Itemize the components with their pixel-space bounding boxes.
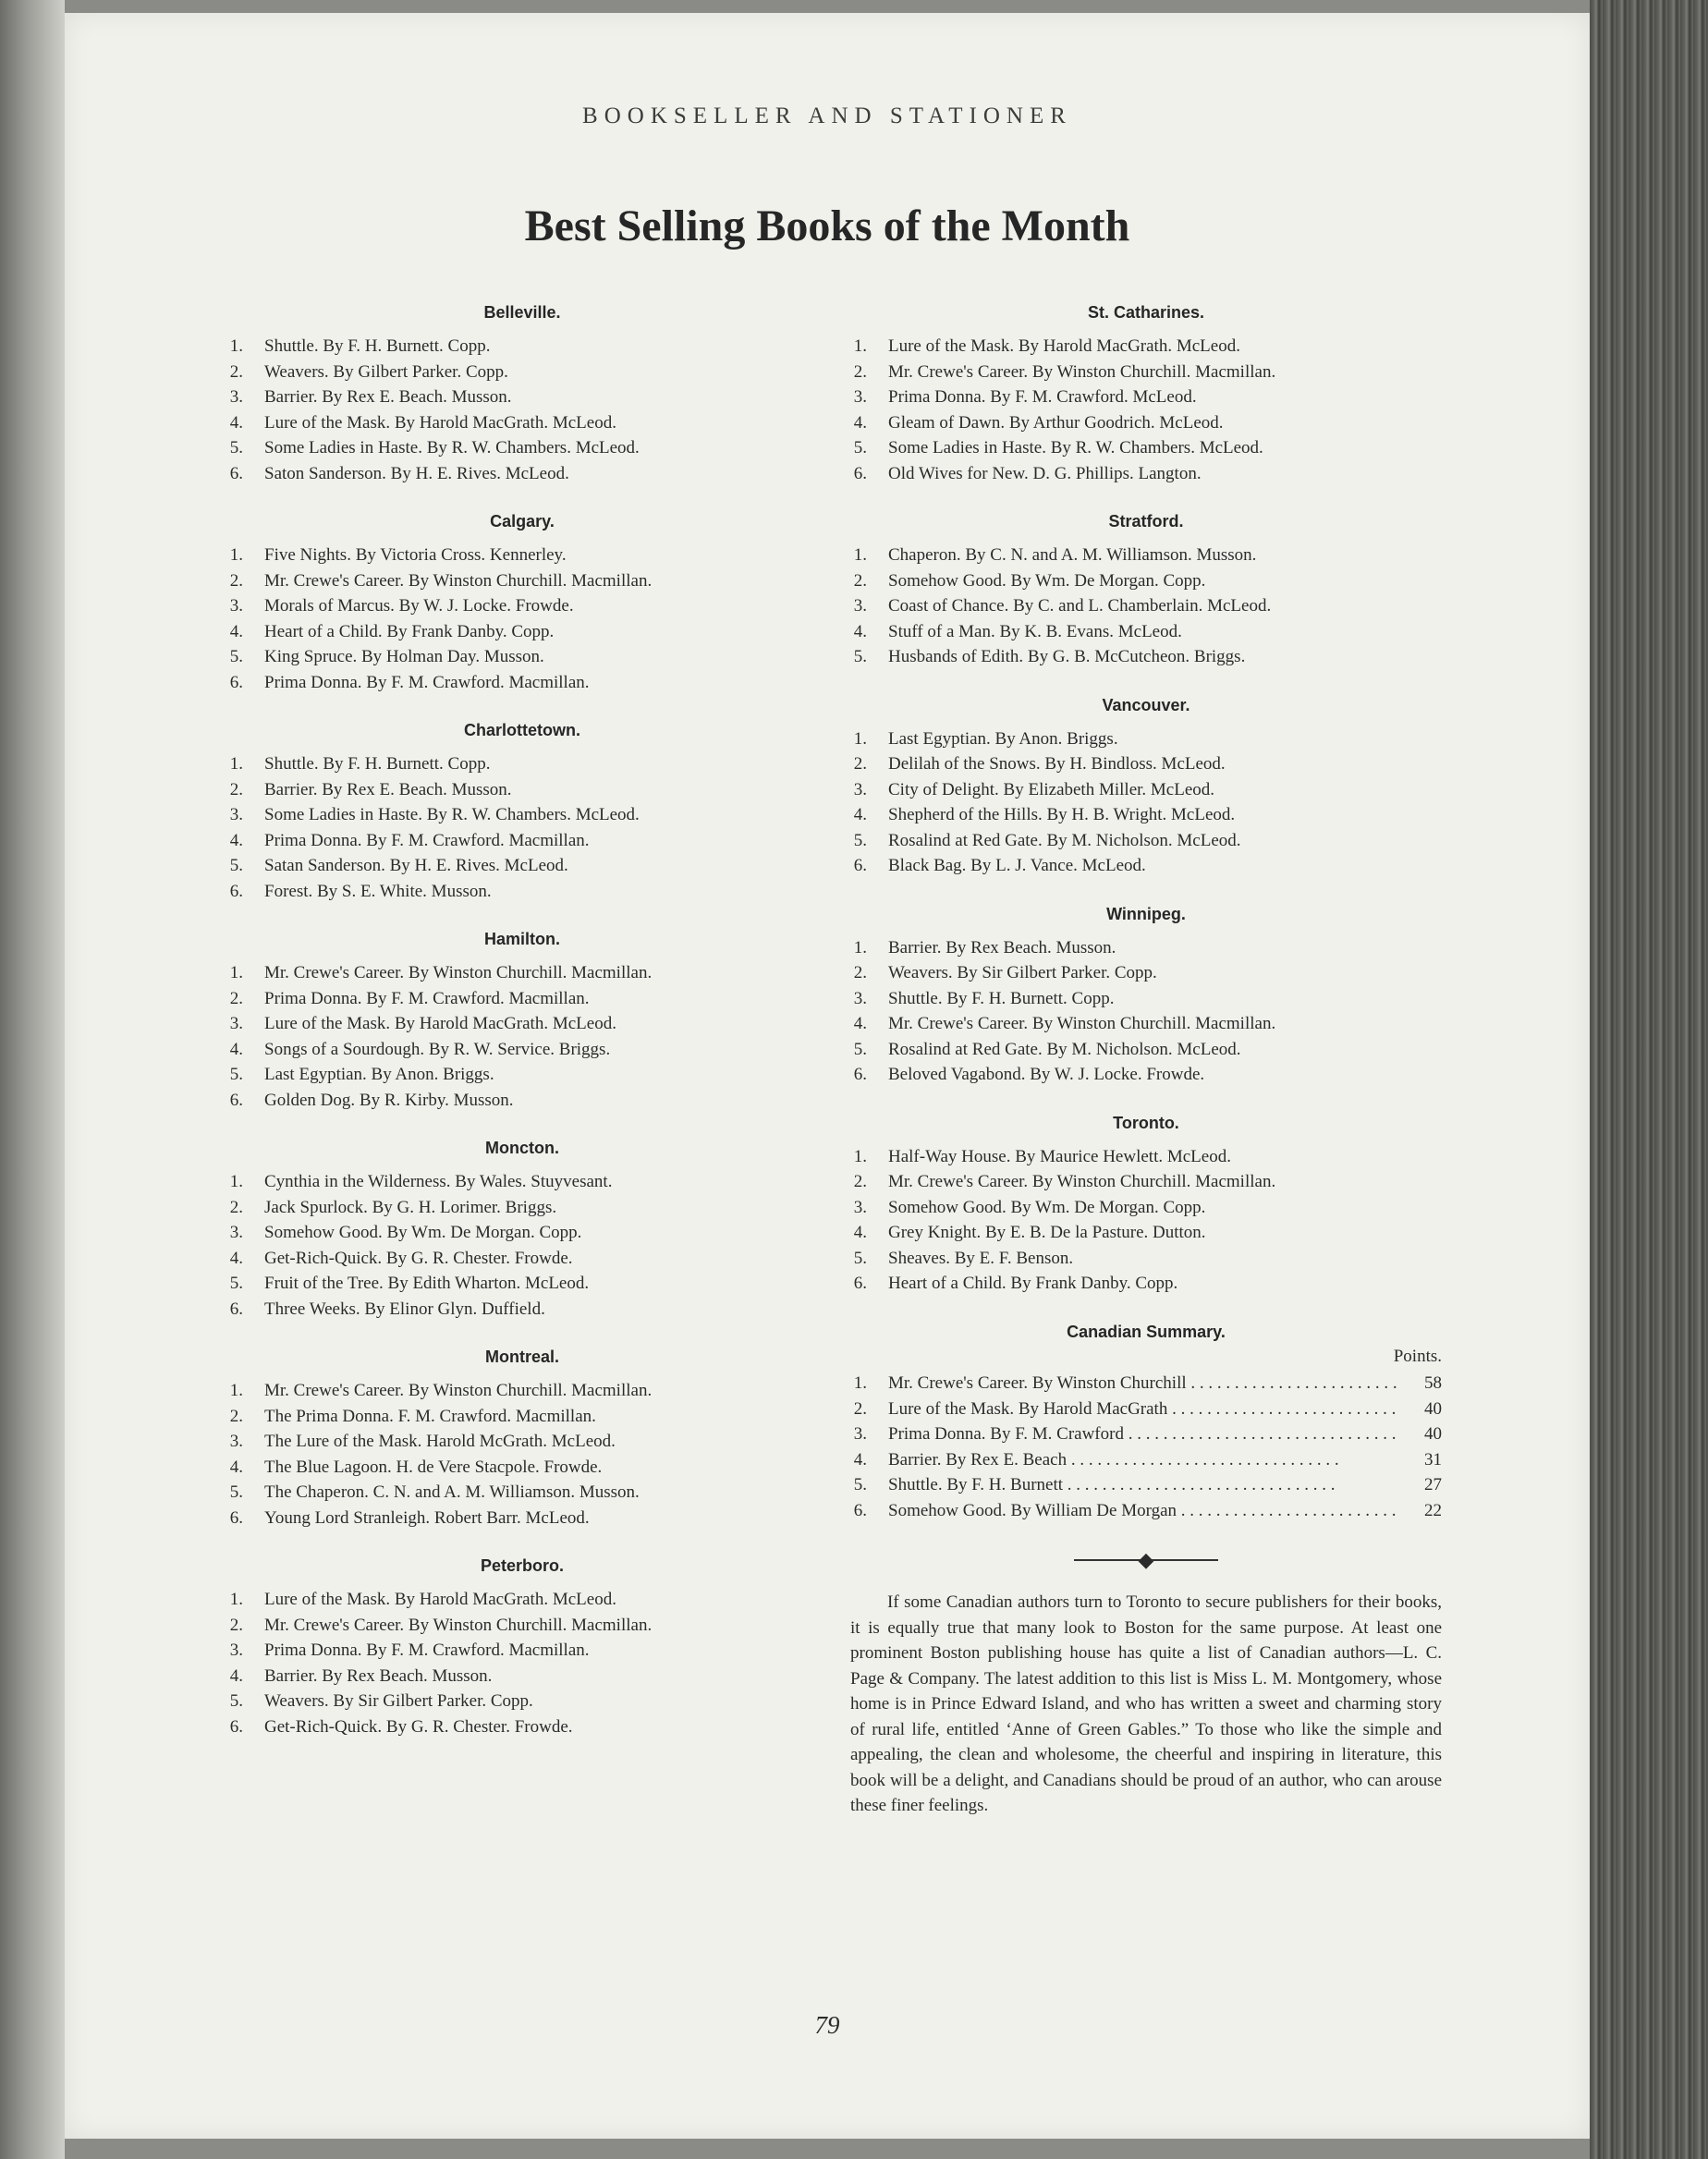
- entry-text: Prima Donna. By F. M. Crawford. Macmillan.: [264, 672, 590, 692]
- book-entry: [850, 1144, 1442, 1170]
- entry-text: Get-Rich-Quick. By G. R. Chester. Frowde.: [264, 1248, 573, 1268]
- book-list: [226, 751, 818, 904]
- entry-text: Rosalind at Red Gate. By M. Nicholson. McLeod.: [888, 1039, 1241, 1059]
- book-list: [226, 1169, 818, 1322]
- city-section: [226, 298, 818, 486]
- left-column: [226, 298, 818, 1760]
- entry-text: Grey Knight. By E. B. De la Pasture. Dutton.: [888, 1223, 1206, 1242]
- book-entry: [226, 619, 818, 645]
- entry-text: Barrier. By Rex E. Beach. Musson.: [264, 779, 512, 799]
- book-entry: [226, 1587, 818, 1613]
- entry-text: Mr. Crewe's Career. By Winston Churchill. Macmillan.: [888, 1014, 1276, 1033]
- city-heading: Belleville.: [483, 303, 561, 322]
- book-entry: [850, 853, 1442, 879]
- entry-rank: 6.: [229, 463, 243, 483]
- entry-rank: 6.: [229, 1299, 243, 1319]
- entry-rank: 2.: [853, 1172, 867, 1191]
- entry-text: Barrier. By Rex Beach. Musson.: [888, 937, 1116, 958]
- entry-text: Half-Way House. By Maurice Hewlett. McLeod.: [888, 1146, 1231, 1166]
- entry-rank: 2.: [229, 779, 243, 799]
- entry-rank: 2.: [229, 361, 243, 382]
- entry-text: Barrier. By Rex E. Beach . . .: [888, 1447, 1401, 1473]
- entry-rank: 4.: [853, 1449, 867, 1470]
- entry-rank: 4.: [229, 412, 243, 433]
- entry-rank: 1.: [853, 545, 867, 565]
- entry-rank: 3.: [229, 1014, 243, 1033]
- entry-text: Somehow Good. By Wm. De Morgan. Copp.: [888, 570, 1206, 591]
- book-list: [850, 935, 1442, 1088]
- points-label: Points.: [1393, 1346, 1442, 1366]
- book-entry: [226, 1455, 818, 1481]
- entry-text: Somehow Good. By Wm. De Morgan. Copp.: [264, 1223, 582, 1242]
- entry-rank: 3.: [853, 1197, 867, 1217]
- right-city-sections: [850, 298, 1442, 1297]
- entry-text: Somehow Good. By William De Morgan . . .: [888, 1498, 1401, 1524]
- entry-rank: 3.: [229, 805, 243, 824]
- closing-paragraph: If some Canadian authors turn to Toronto to secure publishers for their books, it is equally true that many look to Boston for the same purpose. At least one prominent Boston publishing house has quite a list of Canadian authors—L. C. Page & Company. The latest addition to this list is Miss L. M. Montgomery, whose home is in Prince Edward Island, and who has written a sweet and charming story of rural life, entitled ‘Anne of Green Gables.” To those who like the simple and appealing, the clean and wholesome, the cheerful and inspiring in literature, this book will be a delight, and Canadians should be proud of an author, who can arouse these finer feelings.: [850, 1592, 1442, 1815]
- entry-rank: 4.: [229, 1457, 243, 1477]
- entry-rank: 6.: [229, 1716, 243, 1737]
- book-entry: [850, 802, 1442, 828]
- entry-rank: 3.: [853, 988, 867, 1008]
- city-heading: Vancouver.: [1102, 695, 1190, 714]
- entry-rank: 5.: [853, 438, 867, 457]
- entry-rank: 1.: [853, 728, 867, 749]
- book-entry: [850, 986, 1442, 1012]
- entry-rank: 6.: [853, 1065, 867, 1084]
- entry-rank: 1.: [229, 545, 243, 565]
- city-heading: Calgary.: [490, 512, 555, 531]
- book-entry: [226, 879, 818, 905]
- city-heading: Stratford.: [1108, 512, 1184, 531]
- entry-points: 27: [1424, 1475, 1442, 1494]
- book-entry: [850, 751, 1442, 777]
- entry-rank: 3.: [229, 1641, 243, 1660]
- entry-text: Heart of a Child. By Frank Danby. Copp.: [888, 1274, 1178, 1293]
- entry-text: Jack Spurlock. By G. H. Lorimer. Briggs.: [264, 1197, 557, 1217]
- book-edge: [1590, 0, 1708, 2159]
- entry-text: Mr. Crewe's Career. By Winston Churchill . . .: [888, 1371, 1401, 1397]
- entry-points: 31: [1424, 1449, 1442, 1470]
- book-entry: [226, 751, 818, 777]
- entry-rank: 5.: [853, 647, 867, 666]
- book-entry: [850, 726, 1442, 752]
- entry-text: Lure of the Mask. By Harold MacGrath . . .: [888, 1397, 1401, 1422]
- summary-entry: [850, 1397, 1442, 1422]
- entry-text: Chaperon. By C. N. and A. M. Williamson. Musson.: [888, 545, 1257, 565]
- entry-text: Last Egyptian. By Anon. Briggs.: [264, 1065, 494, 1084]
- summary-entry: [850, 1421, 1442, 1447]
- entry-text: Somehow Good. By Wm. De Morgan. Copp.: [888, 1197, 1206, 1217]
- book-entry: [850, 334, 1442, 360]
- entry-text: The Blue Lagoon. H. de Vere Stacpole. Frowde.: [264, 1457, 603, 1477]
- book-entry: [850, 1246, 1442, 1272]
- entry-rank: 4.: [229, 1248, 243, 1268]
- running-head: BOOKSELLER AND STATIONER: [582, 104, 1072, 128]
- book-entry: [226, 828, 818, 854]
- entry-text: Fruit of the Tree. By Edith Wharton. McLeod.: [264, 1274, 590, 1293]
- left-page-edge: [0, 0, 65, 2159]
- entry-rank: 3.: [229, 596, 243, 616]
- book-entry: [850, 1037, 1442, 1063]
- entry-rank: 6.: [229, 881, 243, 901]
- book-entry: [850, 1011, 1442, 1037]
- city-heading: Toronto.: [1113, 1113, 1179, 1132]
- entry-text: Mr. Crewe's Career. By Winston Churchill. Macmillan.: [264, 1381, 653, 1400]
- book-entry: [226, 1429, 818, 1455]
- city-section: [226, 1551, 818, 1739]
- book-entry: [226, 1062, 818, 1088]
- entry-text: Stuff of a Man. By K. B. Evans. McLeod.: [888, 621, 1182, 641]
- entry-text: Mr. Crewe's Career. By Winston Churchill. Macmillan.: [264, 570, 653, 591]
- entry-rank: 1.: [853, 1146, 867, 1166]
- entry-rank: 3.: [229, 387, 243, 407]
- entry-text: Some Ladies in Haste. By R. W. Chambers. McLeod.: [264, 438, 640, 457]
- entry-text: Lure of the Mask. By Harold MacGrath. McLeod.: [888, 336, 1240, 356]
- entry-rank: 5.: [229, 1691, 243, 1711]
- entry-text: Prima Donna. By F. M. Crawford. Macmillan.: [264, 830, 590, 850]
- city-heading: Montreal.: [484, 1348, 559, 1366]
- entry-rank: 5.: [853, 830, 867, 850]
- book-entry: [226, 1480, 818, 1506]
- city-heading: Peterboro.: [480, 1556, 565, 1575]
- diamond-ornament-icon: ◆: [1138, 1548, 1154, 1572]
- entry-text: City of Delight. By Elizabeth Miller. McLeod.: [888, 779, 1215, 799]
- book-entry: [850, 1195, 1442, 1221]
- entry-rank: 1.: [853, 937, 867, 958]
- summary-heading: Canadian Summary.: [1067, 1322, 1226, 1341]
- entry-text: Beloved Vagabond. By W. J. Locke. Frowde.: [888, 1065, 1205, 1084]
- city-heading: Winnipeg.: [1106, 904, 1186, 923]
- city-heading: Moncton.: [485, 1139, 559, 1157]
- entry-text: The Lure of the Mask. Harold McGrath. McLeod.: [264, 1432, 616, 1451]
- city-section: [850, 1108, 1442, 1297]
- book-entry: [226, 1689, 818, 1714]
- book-list: [226, 960, 818, 1113]
- entry-text: Sheaves. By E. F. Benson.: [888, 1248, 1074, 1268]
- book-entry: [850, 777, 1442, 803]
- entry-rank: 4.: [853, 805, 867, 824]
- document-page: [65, 13, 1590, 2139]
- book-entry: [226, 1378, 818, 1404]
- book-entry: [226, 644, 818, 670]
- book-entry: [226, 960, 818, 986]
- entry-rank: 2.: [853, 963, 867, 982]
- entry-rank: 5.: [229, 1482, 243, 1502]
- entry-rank: 4.: [229, 1039, 243, 1059]
- entry-points: 40: [1424, 1398, 1442, 1419]
- entry-rank: 3.: [853, 1424, 867, 1444]
- entry-rank: 3.: [853, 596, 867, 616]
- entry-text: Shuttle. By F. H. Burnett. Copp.: [264, 754, 491, 774]
- entry-text: Black Bag. By L. J. Vance. McLeod.: [888, 856, 1146, 875]
- entry-rank: 6.: [853, 856, 867, 875]
- book-entry: [850, 435, 1442, 461]
- entry-rank: 2.: [853, 570, 867, 591]
- summary-entry: [850, 1472, 1442, 1498]
- city-section: [850, 506, 1442, 670]
- book-entry: [226, 1246, 818, 1272]
- entry-rank: 1.: [229, 1172, 243, 1191]
- entry-text: Saton Sanderson. By H. E. Rives. McLeod.: [264, 463, 569, 483]
- entry-rank: 6.: [853, 1274, 867, 1293]
- entry-rank: 4.: [229, 621, 243, 641]
- city-section: [226, 924, 818, 1113]
- entry-rank: 3.: [229, 1432, 243, 1451]
- book-list: [850, 543, 1442, 670]
- book-list: [226, 543, 818, 695]
- canadian-summary: [850, 1317, 1442, 1524]
- book-entry: [226, 1506, 818, 1531]
- book-list: [850, 1144, 1442, 1297]
- entry-text: Mr. Crewe's Career. By Winston Churchill. Macmillan.: [264, 1615, 653, 1635]
- entry-rank: 2.: [229, 988, 243, 1008]
- entry-rank: 5.: [853, 1475, 867, 1494]
- entry-rank: 5.: [853, 1248, 867, 1268]
- book-entry: [226, 410, 818, 436]
- book-entry: [226, 853, 818, 879]
- entry-rank: 5.: [229, 438, 243, 457]
- entry-text: Rosalind at Red Gate. By M. Nicholson. McLeod.: [888, 830, 1241, 850]
- summary-entry: [850, 1498, 1442, 1524]
- entry-rank: 2.: [853, 361, 867, 382]
- ornament-divider: [850, 1545, 1442, 1571]
- entry-points: 58: [1424, 1373, 1442, 1393]
- entry-rank: 3.: [853, 779, 867, 799]
- entry-rank: 5.: [853, 1039, 867, 1059]
- city-section: [850, 298, 1442, 486]
- entry-rank: 3.: [853, 387, 867, 407]
- entry-text: Weavers. By Gilbert Parker. Copp.: [264, 361, 508, 382]
- entry-points: 22: [1424, 1500, 1442, 1520]
- entry-rank: 1.: [229, 754, 243, 774]
- book-list: [850, 726, 1442, 879]
- entry-text: Golden Dog. By R. Kirby. Musson.: [264, 1090, 514, 1110]
- entry-rank: 1.: [853, 1373, 867, 1393]
- entry-rank: 5.: [229, 1065, 243, 1084]
- entry-rank: 1.: [229, 1590, 243, 1609]
- book-entry: [226, 461, 818, 487]
- page-title: Best Selling Books of the Month: [524, 201, 1130, 250]
- book-entry: [226, 1037, 818, 1063]
- entry-rank: 2.: [853, 1398, 867, 1419]
- book-entry: [850, 1271, 1442, 1297]
- book-entry: [850, 644, 1442, 670]
- book-entry: [226, 334, 818, 360]
- entry-points: 40: [1424, 1424, 1442, 1444]
- book-entry: [850, 384, 1442, 410]
- right-column: [850, 298, 1442, 1819]
- entry-text: Prima Donna. By F. M. Crawford . . .: [888, 1421, 1401, 1447]
- book-entry: [226, 1613, 818, 1639]
- entry-rank: 5.: [229, 856, 243, 875]
- entry-rank: 5.: [229, 1274, 243, 1293]
- entry-text: Songs of a Sourdough. By R. W. Service. Briggs.: [264, 1039, 611, 1059]
- entry-rank: 1.: [229, 963, 243, 982]
- entry-text: Barrier. By Rex Beach. Musson.: [264, 1665, 493, 1686]
- book-list: [226, 334, 818, 486]
- book-entry: [850, 1062, 1442, 1088]
- entry-rank: 6.: [853, 463, 867, 483]
- book-entry: [850, 543, 1442, 568]
- entry-rank: 6.: [229, 672, 243, 692]
- entry-text: Young Lord Stranleigh. Robert Barr. McLeod.: [264, 1507, 590, 1528]
- entry-rank: 2.: [229, 570, 243, 591]
- entry-rank: 6.: [229, 1507, 243, 1528]
- entry-rank: 2.: [229, 1615, 243, 1635]
- city-section: [226, 1342, 818, 1531]
- entry-text: Shuttle. By F. H. Burnett. Copp.: [264, 336, 491, 356]
- city-heading: Charlottetown.: [464, 721, 580, 739]
- book-entry: [226, 1088, 818, 1114]
- book-entry: [850, 935, 1442, 961]
- entry-text: Husbands of Edith. By G. B. McCutcheon. Briggs.: [888, 647, 1246, 666]
- entry-text: Barrier. By Rex E. Beach. Musson.: [264, 387, 512, 407]
- entry-rank: 3.: [229, 1223, 243, 1242]
- entry-text: Coast of Chance. By C. and L. Chamberlain. McLeod.: [888, 596, 1272, 616]
- entry-text: King Spruce. By Holman Day. Musson.: [264, 647, 544, 666]
- summary-list: [850, 1371, 1442, 1523]
- entry-rank: 2.: [853, 754, 867, 774]
- book-entry: [226, 384, 818, 410]
- city-section: [850, 690, 1442, 879]
- entry-text: Prima Donna. By F. M. Crawford. Macmillan.: [264, 1641, 590, 1660]
- entry-rank: 6.: [853, 1500, 867, 1520]
- entry-rank: 4.: [229, 1665, 243, 1686]
- city-heading: St. Catharines.: [1087, 303, 1205, 322]
- entry-text: Shepherd of the Hills. By H. B. Wright. McLeod.: [888, 805, 1236, 824]
- book-list: [226, 1378, 818, 1531]
- summary-entry: [850, 1371, 1442, 1397]
- book-entry: [226, 777, 818, 803]
- book-entry: [226, 1664, 818, 1689]
- entry-text: Weavers. By Sir Gilbert Parker. Copp.: [888, 963, 1157, 982]
- book-entry: [226, 360, 818, 385]
- book-entry: [226, 802, 818, 828]
- book-entry: [226, 1638, 818, 1664]
- book-entry: [226, 1169, 818, 1195]
- book-entry: [226, 670, 818, 696]
- entry-text: Cynthia in the Wilderness. By Wales. Stuyvesant.: [264, 1172, 613, 1191]
- summary-entry: [850, 1447, 1442, 1473]
- entry-text: Forest. By S. E. White. Musson.: [264, 881, 492, 901]
- book-entry: [850, 410, 1442, 436]
- city-section: [226, 715, 818, 904]
- entry-text: Mr. Crewe's Career. By Winston Churchill. Macmillan.: [888, 361, 1276, 382]
- entry-text: Delilah of the Snows. By H. Bindloss. McLeod.: [888, 754, 1226, 774]
- book-entry: [850, 568, 1442, 594]
- entry-text: Lure of the Mask. By Harold MacGrath. McLeod.: [264, 412, 616, 433]
- book-entry: [226, 986, 818, 1012]
- book-entry: [226, 1714, 818, 1740]
- entry-text: Mr. Crewe's Career. By Winston Churchill. Macmillan.: [888, 1172, 1276, 1191]
- entry-text: Heart of a Child. By Frank Danby. Copp.: [264, 621, 555, 641]
- book-entry: [226, 1011, 818, 1037]
- entry-text: Three Weeks. By Elinor Glyn. Duffield.: [264, 1299, 545, 1319]
- book-entry: [226, 593, 818, 619]
- book-entry: [850, 619, 1442, 645]
- entry-text: Shuttle. By F. H. Burnett . . .: [888, 1472, 1401, 1498]
- entry-rank: 6.: [229, 1090, 243, 1110]
- entry-rank: 4.: [853, 1223, 867, 1242]
- book-entry: [850, 593, 1442, 619]
- entry-text: Some Ladies in Haste. By R. W. Chambers. McLeod.: [888, 438, 1263, 457]
- book-entry: [226, 1297, 818, 1323]
- entry-text: Some Ladies in Haste. By R. W. Chambers. McLeod.: [264, 805, 640, 824]
- book-list: [226, 1587, 818, 1739]
- entry-text: Prima Donna. By F. M. Crawford. Macmillan.: [264, 988, 590, 1008]
- entry-text: Satan Sanderson. By H. E. Rives. McLeod.: [264, 856, 568, 875]
- book-entry: [850, 960, 1442, 986]
- book-entry: [850, 1169, 1442, 1195]
- entry-text: Gleam of Dawn. By Arthur Goodrich. McLeod.: [888, 412, 1224, 433]
- book-entry: [226, 1220, 818, 1246]
- entry-text: Lure of the Mask. By Harold MacGrath. McLeod.: [264, 1014, 616, 1033]
- entry-text: Mr. Crewe's Career. By Winston Churchill. Macmillan.: [264, 963, 653, 982]
- entry-rank: 4.: [853, 1014, 867, 1033]
- city-section: [226, 1133, 818, 1322]
- book-entry: [226, 435, 818, 461]
- city-section: [226, 506, 818, 695]
- entry-rank: 5.: [229, 647, 243, 666]
- book-entry: [850, 461, 1442, 487]
- book-entry: [850, 360, 1442, 385]
- book-entry: [850, 1220, 1442, 1246]
- city-section: [850, 899, 1442, 1088]
- entry-rank: 2.: [229, 1197, 243, 1217]
- entry-rank: 1.: [229, 336, 243, 356]
- entry-text: Five Nights. By Victoria Cross. Kennerley.: [264, 545, 567, 565]
- entry-rank: 4.: [853, 412, 867, 433]
- book-list: [850, 334, 1442, 486]
- book-entry: [850, 828, 1442, 854]
- entry-rank: 4.: [229, 830, 243, 850]
- entry-text: Prima Donna. By F. M. Crawford. McLeod.: [888, 387, 1197, 407]
- entry-text: Morals of Marcus. By W. J. Locke. Frowde.: [264, 596, 574, 616]
- entry-text: Last Egyptian. By Anon. Briggs.: [888, 728, 1118, 749]
- entry-text: Get-Rich-Quick. By G. R. Chester. Frowde.: [264, 1716, 573, 1737]
- entry-text: Old Wives for New. D. G. Phillips. Langton.: [888, 463, 1202, 483]
- book-entry: [226, 1195, 818, 1221]
- page-number: 79: [814, 2011, 840, 2039]
- book-entry: [226, 1404, 818, 1430]
- entry-rank: 4.: [853, 621, 867, 641]
- entry-text: Weavers. By Sir Gilbert Parker. Copp.: [264, 1691, 533, 1711]
- city-heading: Hamilton.: [483, 930, 560, 948]
- book-entry: [226, 568, 818, 594]
- entry-text: Shuttle. By F. H. Burnett. Copp.: [888, 988, 1115, 1008]
- book-entry: [226, 1271, 818, 1297]
- entry-text: Lure of the Mask. By Harold MacGrath. McLeod.: [264, 1590, 616, 1609]
- entry-text: The Chaperon. C. N. and A. M. Williamson. Musson.: [264, 1482, 640, 1502]
- entry-rank: 1.: [853, 336, 867, 356]
- entry-text: The Prima Donna. F. M. Crawford. Macmillan.: [264, 1406, 596, 1426]
- entry-rank: 1.: [229, 1381, 243, 1400]
- entry-rank: 2.: [229, 1406, 243, 1426]
- book-entry: [226, 543, 818, 568]
